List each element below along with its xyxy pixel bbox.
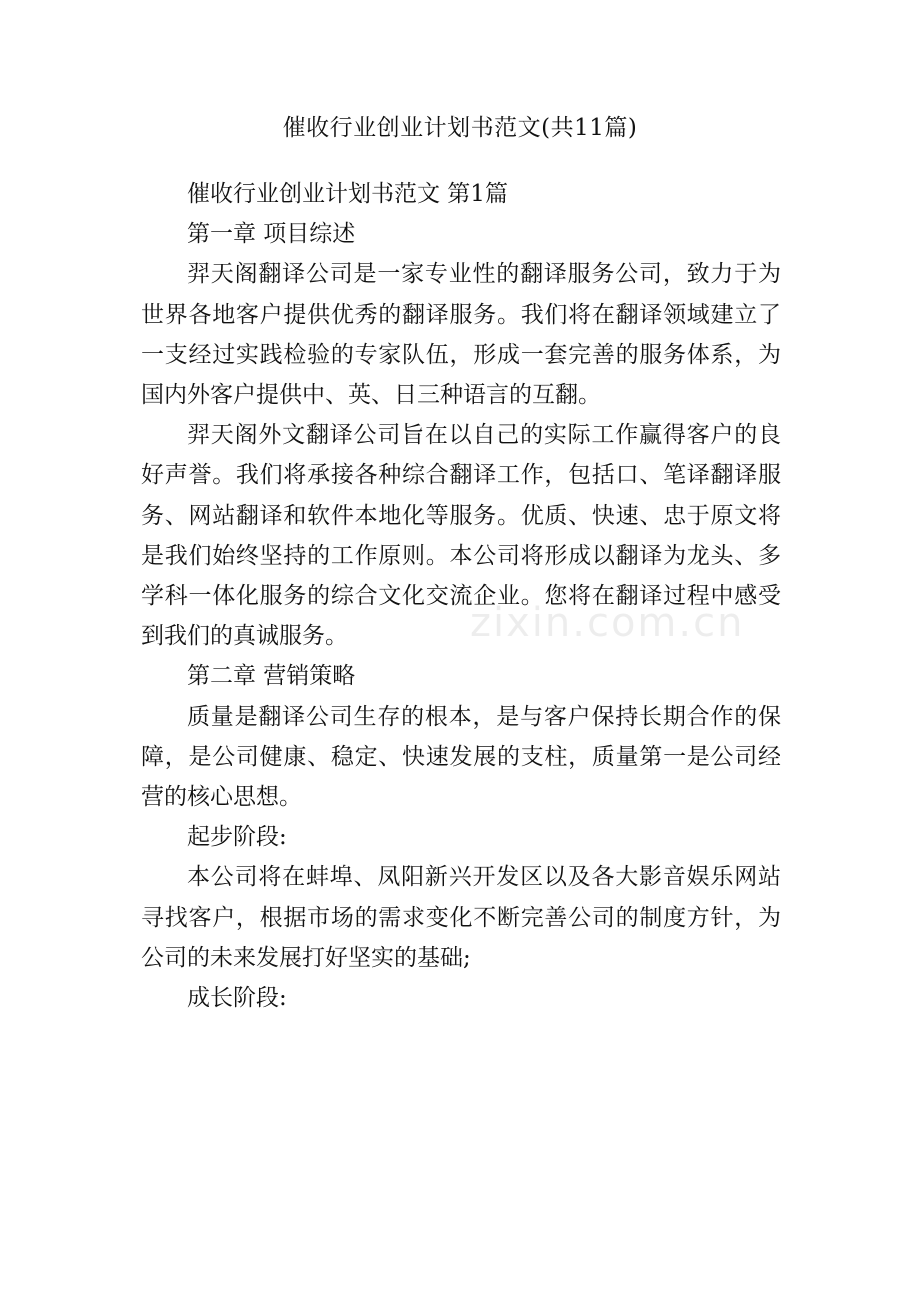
text-line: 公司的未来发展打好坚实的基础; (141, 944, 471, 971)
text-line: 寻找客户，根据市场的需求变化不断完善公司的制度方针，为 (141, 904, 781, 931)
text-line: 是我们始终坚持的工作原则。本公司将形成以翻译为龙头、多 (141, 542, 781, 569)
text-line: 成长阶段: (187, 985, 287, 1012)
text-line: 一支经过实践检验的专家队伍，形成一套完善的服务体系，为 (141, 341, 781, 368)
text-line: 羿天阁翻译公司是一家专业性的翻译服务公司，致力于为 (187, 261, 781, 288)
text-line: 羿天阁外文翻译公司旨在以自己的实际工作赢得客户的良 (187, 422, 781, 449)
text-line: 营的核心思想。 (141, 784, 302, 811)
text-line: 国内外客户提供中、英、日三种语言的互翻。 (141, 382, 601, 409)
text-line: 世界各地客户提供优秀的翻译服务。我们将在翻译领域建立了 (141, 301, 781, 328)
text-line: 催收行业创业计划书范文 第1篇 (187, 181, 508, 207)
text-line: 障，是公司健康、稳定、快速发展的支柱，质量第一是公司经 (141, 743, 781, 770)
text-line: 好声誉。我们将承接各种综合翻译工作，包括口、笔译翻译服 (141, 462, 781, 489)
document-title: 催收行业创业计划书范文(共11篇) (282, 115, 638, 141)
text-line: 到我们的真诚服务。 (141, 623, 348, 650)
text-line: 务、网站翻译和软件本地化等服务。优质、快速、忠于原文将 (141, 502, 781, 529)
text-line: 第一章 项目综述 (187, 221, 356, 248)
document-body (141, 174, 781, 1018)
watermark: zixin.com.cn (470, 600, 745, 646)
text-line: 第二章 营销策略 (187, 663, 356, 690)
text-line: 质量是翻译公司生存的根本，是与客户保持长期合作的保 (187, 703, 781, 730)
text-line: 本公司将在蚌埠、凤阳新兴开发区以及各大影音娱乐网站 (187, 864, 781, 891)
text-line: 起步阶段: (187, 824, 287, 851)
text-line: 学科一体化服务的综合文化交流企业。您将在翻译过程中感受 (141, 583, 781, 610)
